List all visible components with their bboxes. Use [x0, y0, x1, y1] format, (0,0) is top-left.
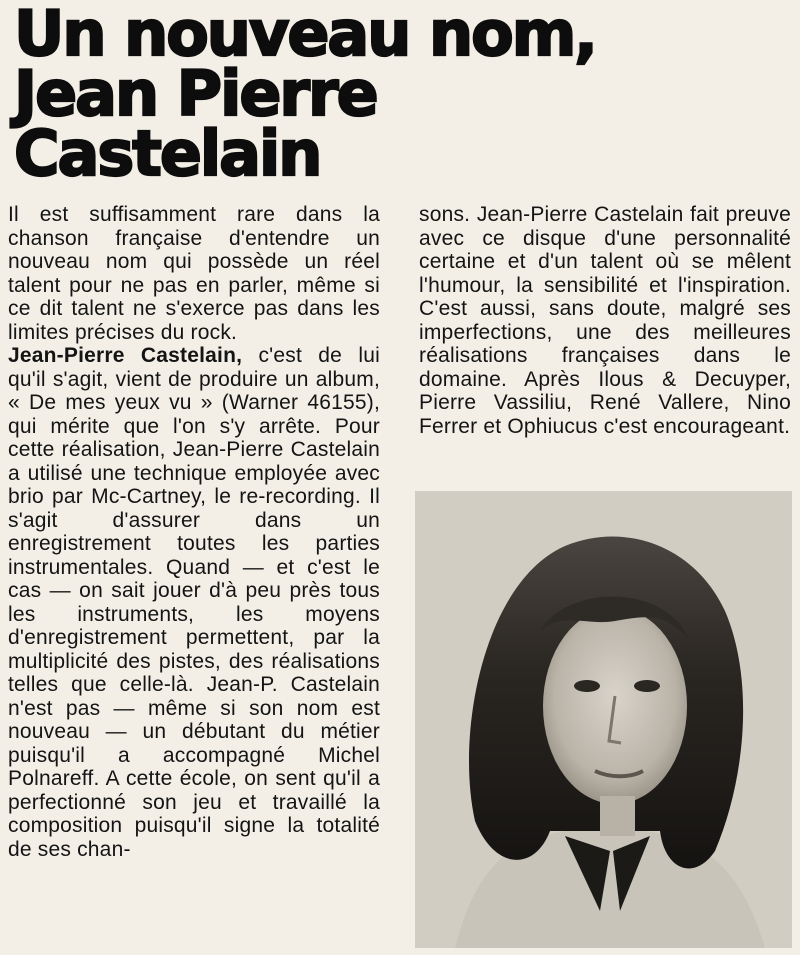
body-paragraph: [8, 344, 380, 861]
artist-portrait-photo: [415, 491, 792, 948]
body-paragraph-text: c'est de lui qu'il s'agit, vient de produire un album, « De mes yeux vu » (Warner 46155), qui mérite que l'on s'y arrête. Pour cette réalisation, Jean-Pierre Castelain a utilisé une technique employée avec brio par Mc-Cartney, le re-recording. Il s'agit d'assurer dans un enregistrement toutes les parties instrumentales. Quand — et c'est le cas — on sait jouer d'à peu près tous les instruments, les moyens d'enregistrement permettent, par la multiplicité des pistes, des réalisations telles que celle-là. Jean-P. Castelain n'est pas — même si son nom est nouveau — un débutant du métier puisqu'il a accompagné Michel Polnareff. A cette école, on sent qu'il a perfectionné son jeu et travaillé la composition puisqu'il signe la totalité de ses chan-: [8, 344, 380, 861]
article-headline: [14, 0, 794, 190]
artist-name-lead: Jean-Pierre Castelain,: [8, 344, 243, 367]
right-text-column: [419, 203, 791, 438]
headline-line-3: Castelain: [14, 117, 321, 190]
neck-shape: [600, 796, 635, 836]
left-eye: [574, 680, 600, 692]
left-text-column: [8, 203, 380, 861]
closing-paragraph: sons. Jean-Pierre Castelain fait preuve avec ce disque d'une personnalité certaine et d'un talent où se mêlent l'humour, la sensibilité et l'inspiration. C'est aussi, sans doute, malgré ses imperfections, une des meilleures réalisations françaises dans le domaine. Après Ilous & Decuyper, Pierre Vassiliu, René Vallere, Nino Ferrer et Ophiucus c'est encourageant.: [419, 203, 791, 438]
headline-line-2: Jean Pierre: [14, 57, 377, 130]
intro-paragraph: Il est suffisamment rare dans la chanson française d'entendre un nouveau nom qui possède un réel talent pour ne pas en parler, même si ce dit talent ne s'exerce pas dans les limites précises du rock.: [8, 203, 380, 344]
headline-line-1: Un nouveau nom,: [14, 0, 596, 70]
right-eye: [634, 680, 660, 692]
portrait-illustration: [415, 491, 792, 948]
